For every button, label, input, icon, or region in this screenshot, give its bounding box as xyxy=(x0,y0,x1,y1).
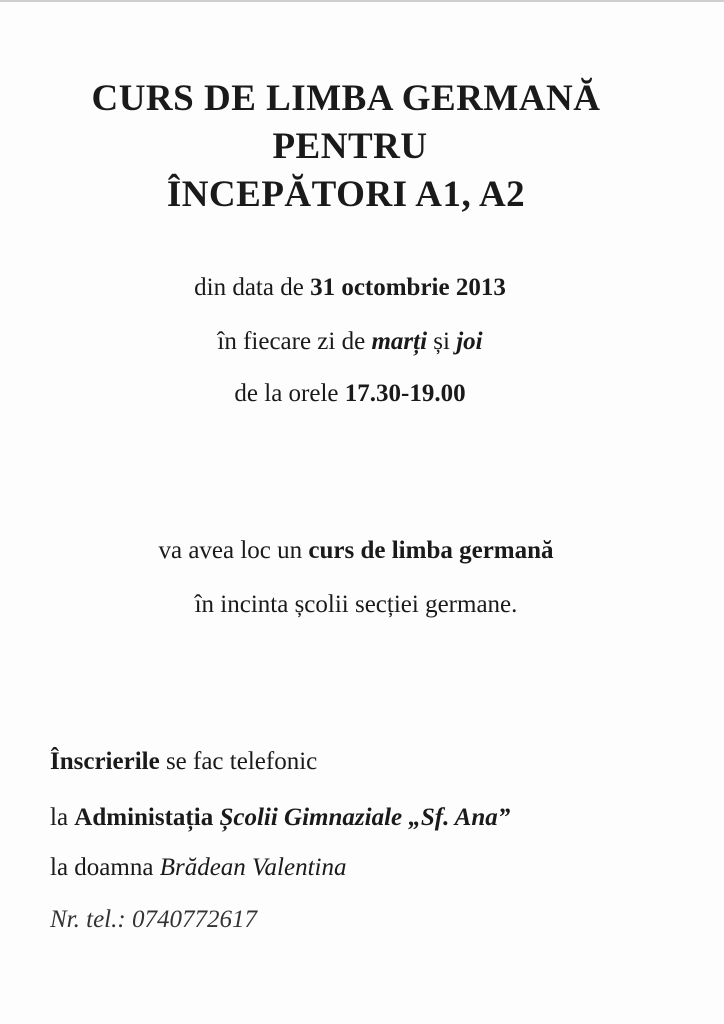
day-thursday: joi xyxy=(456,328,483,355)
registration-rest: se fac telefonic xyxy=(159,748,318,775)
title-line-2: PENTRU xyxy=(272,126,428,167)
date-prefix: din data de xyxy=(194,274,311,301)
start-date: 31 octombrie 2013 xyxy=(310,274,506,301)
top-edge-line xyxy=(0,0,724,2)
admin-bold: Administația xyxy=(74,804,214,831)
school-name: Școlii Gimnaziale „Sf. Ana” xyxy=(213,804,511,831)
course-highlight: curs de limba germană xyxy=(308,537,554,564)
registration-lead: Înscrierile xyxy=(50,748,160,775)
contact-name: Brădean Valentina xyxy=(159,854,347,881)
location-line: în incinta școlii secției germane. xyxy=(194,591,518,618)
administration-line xyxy=(50,802,510,834)
title-line-3: ÎNCEPĂTORI A1, A2 xyxy=(166,174,526,215)
course-prefix: va avea loc un xyxy=(158,537,309,564)
hours-prefix: de la orele xyxy=(234,380,345,407)
title-line-1: CURS DE LIMBA GERMANĂ xyxy=(91,78,601,119)
days-joiner: și xyxy=(427,328,457,355)
hours-line xyxy=(0,378,712,410)
hours-value: 17.30-19.00 xyxy=(344,380,466,407)
admin-prefix: la xyxy=(50,804,75,831)
course-line xyxy=(0,535,718,567)
day-tuesday: marți xyxy=(371,328,428,355)
registration-line xyxy=(50,746,317,778)
phone-line xyxy=(50,904,257,936)
days-prefix: în fiecare zi de xyxy=(217,328,372,355)
start-date-line xyxy=(0,272,712,304)
contact-line xyxy=(50,852,346,884)
days-line xyxy=(0,326,712,358)
phone-number: Nr. tel.: 0740772617 xyxy=(50,906,257,933)
contact-prefix: la doamna xyxy=(50,854,160,881)
